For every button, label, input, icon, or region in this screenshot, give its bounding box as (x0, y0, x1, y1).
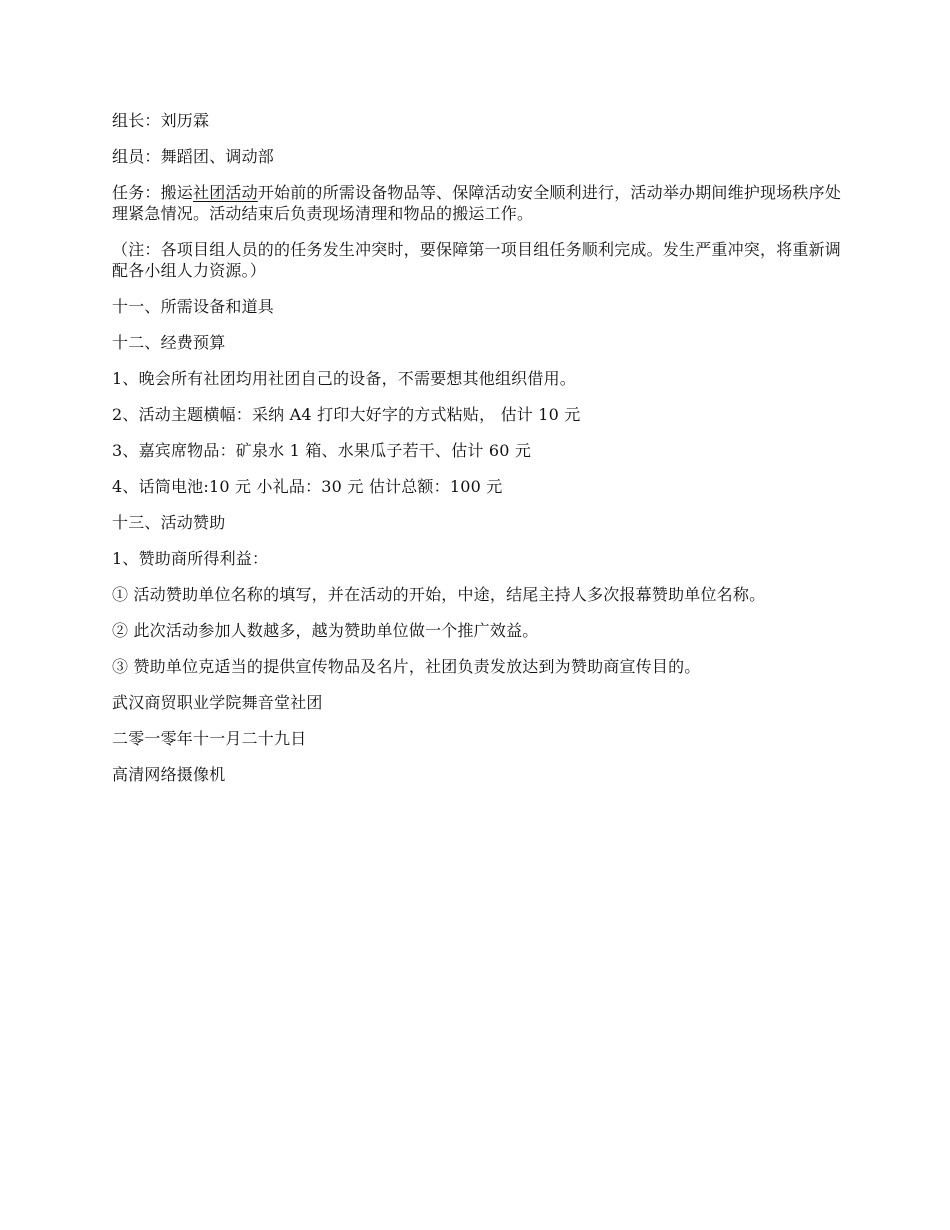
task-paragraph (112, 182, 842, 224)
budget-item-1: 1、晚会所有社团均用社团自己的设备，不需要想其他组织借用。 (112, 369, 576, 388)
sponsor-item-2: ② 此次活动参加人数越多，越为赞助单位做一个推广效益。 (112, 621, 539, 640)
sponsor-item-3: ③ 赞助单位克适当的提供宣传物品及名片，社团负责发放达到为赞助商宣传目的。 (112, 657, 701, 676)
document-date: 二零一零年十一月二十九日 (112, 729, 307, 748)
budget-item-3: 3、嘉宾席物品：矿泉水 1 箱、水果瓜子若干、估计 60 元 (112, 441, 532, 460)
budget-item-2: 2、活动主题横幅：采纳 A4 打印大好字的方式粘贴， 估计 10 元 (112, 405, 581, 424)
task-prefix: 任务：搬运 (112, 183, 194, 202)
members-line: 组员：舞蹈团、调动部 (112, 147, 275, 166)
note-paragraph: （注：各项目组人员的的任务发生冲突时，要保障第一项目组任务顺利完成。发生严重冲突，将重新调配各小组人力资源。） (112, 240, 842, 280)
document-body (112, 110, 842, 800)
section-heading-budget: 十二、经费预算 (112, 333, 226, 352)
club-activity-link[interactable]: 社团活动 (193, 183, 258, 202)
section-heading-sponsorship: 十三、活动赞助 (112, 513, 226, 532)
organization-name: 武汉商贸职业学院舞音堂社团 (112, 693, 323, 712)
task-suffix: 开始前的所需设备物品等、保障活动安全顺利进行，活动举办期间维护现场秩序处理紧急情况。活动结束后负责现场清理和物品的搬运工作。 (112, 183, 842, 223)
sponsor-benefits-heading: 1、赞助商所得利益： (112, 549, 269, 568)
leader-line: 组长：刘历霖 (112, 111, 210, 130)
footer-text: 高清网络摄像机 (112, 765, 226, 784)
budget-item-4: 4、话筒电池:10 元 小礼品：30 元 估计总额：100 元 (112, 477, 503, 496)
section-heading-equipment: 十一、所需设备和道具 (112, 297, 275, 316)
sponsor-item-1: ① 活动赞助单位名称的填写，并在活动的开始，中途，结尾主持人多次报幕赞助单位名称。 (112, 585, 766, 604)
